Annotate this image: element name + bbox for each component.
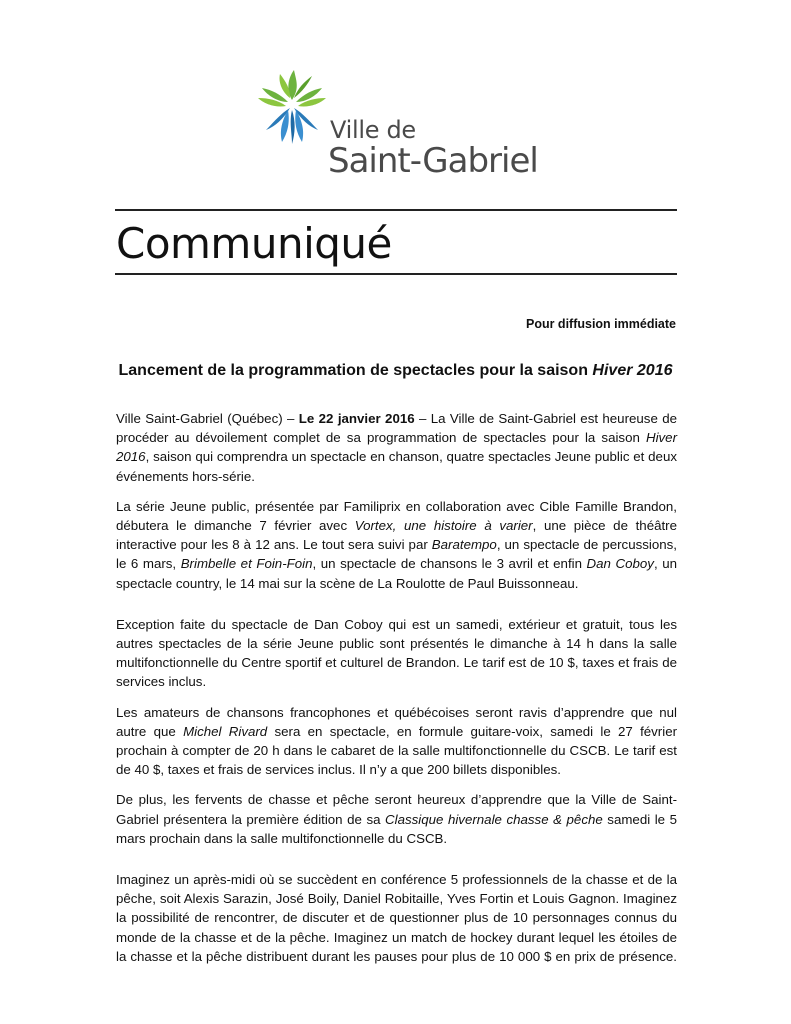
headline-text: Lancement de la programmation de spectacles pour la saison [118, 362, 593, 379]
p2-segment: , un spectacle country, le 14 mai sur la scène de La Roulotte de Paul Buissonneau. [116, 556, 678, 591]
p5-segment: samedi le 5 mars prochain dans la salle multifonctionnelle du CSCB. [116, 811, 677, 846]
p2-segment: La série Jeune public, présentée par Familiprix en collaboration avec Cible Famille Brandon, débutera le dimanche 7 février avec [116, 498, 677, 534]
release-note: Pour diffusion immédiate [525, 317, 676, 331]
p2-show-title: Brimbelle et Foin-Foin [180, 556, 313, 572]
logo-text-line1: Ville de [330, 116, 416, 144]
paragraph-6: Imaginez un après-midi où se succèdent en conférence 5 professionnels de la chasse et de la pêche, soit Alexis Sarazin, José Boily, Daniel Robitaille, Yves Fortin et Louis Gagnon. Imaginez la possibilité de rencontrer, de discuter et de questionner plus de 10 personnages connus du monde de la chasse et de la pêche. Imaginez un match de hockey durant lequel les étoiles de la chasse et la pêche distribuent durant les pauses pour plus de 10 000 $ en prix de présence. [116, 872, 677, 964]
headline-italic: Hiver 2016 [592, 362, 673, 379]
p2-segment: , un spectacle de chansons le 3 avril et enfin [312, 556, 587, 572]
title-bottom-rule [115, 273, 677, 275]
p1-season: Hiver 2016 [116, 430, 677, 465]
headline [0, 362, 791, 380]
p5-segment: De plus, les fervents de chasse et pêche seront heureux d’apprendre que la Ville de Saint-Gabriel présentera la première édition de sa [116, 792, 677, 827]
p1-segment: Ville Saint-Gabriel (Québec) – [116, 411, 299, 426]
paragraph-2 [116, 497, 677, 593]
p4-segment: sera en spectacle, en formule guitare-voix, samedi le 27 février prochain à compter de 20 h dans le cabaret de la salle multifonctionnelle du CSCB. Le tarif est de 40 $, taxes et frais de services inclus. Il n’y a que 200 billets disponibles. [116, 723, 678, 778]
paragraph-5 [116, 790, 677, 848]
city-logo [256, 66, 546, 181]
body-text [116, 409, 677, 977]
p2-show-title: Baratempo [431, 537, 497, 553]
p2-segment: , un spectacle de percussions, le 6 mars, [116, 537, 677, 572]
p2-show-title: Vortex, une histoire à varier [354, 518, 533, 534]
title-top-rule [115, 209, 677, 211]
p5-event-title: Classique hivernale chasse & pêche [385, 811, 603, 827]
page-title: Communiqué [116, 219, 392, 268]
p1-date: Le 22 janvier 2016 [298, 411, 415, 426]
paragraph-1 [116, 409, 677, 486]
p2-show-title: Dan Coboy [586, 556, 654, 572]
p4-segment: Les amateurs de chansons francophones et québécoises seront ravis d’apprendre que nul autre que [116, 704, 677, 739]
p2-segment: , une pièce de théâtre interactive pour les 8 à 12 ans. Le tout sera suivi par [116, 518, 678, 553]
p1-segment: , saison qui comprendra un spectacle en chanson, quatre spectacles Jeune public et deux événements hors-série. [116, 449, 677, 484]
p1-segment: – La Ville de Saint-Gabriel est heureuse de procéder au dévoilement complet de sa programmation de spectacles pour la saison [116, 411, 677, 446]
paragraph-3: Exception faite du spectacle de Dan Coboy qui est un samedi, extérieur et gratuit, tous les autres spectacles de la série Jeune public sont présentés le dimanche à 14 h dans la salle multifonctionnelle du Centre sportif et culturel de Brandon. Le tarif est de 10 $, taxes et frais de services inclus. [116, 616, 677, 690]
p4-artist: Michel Rivard [183, 723, 268, 739]
paragraph-4 [116, 703, 677, 780]
logo-text-line2: Saint-Gabriel [328, 141, 538, 181]
snowflake-logo-icon [256, 66, 332, 146]
